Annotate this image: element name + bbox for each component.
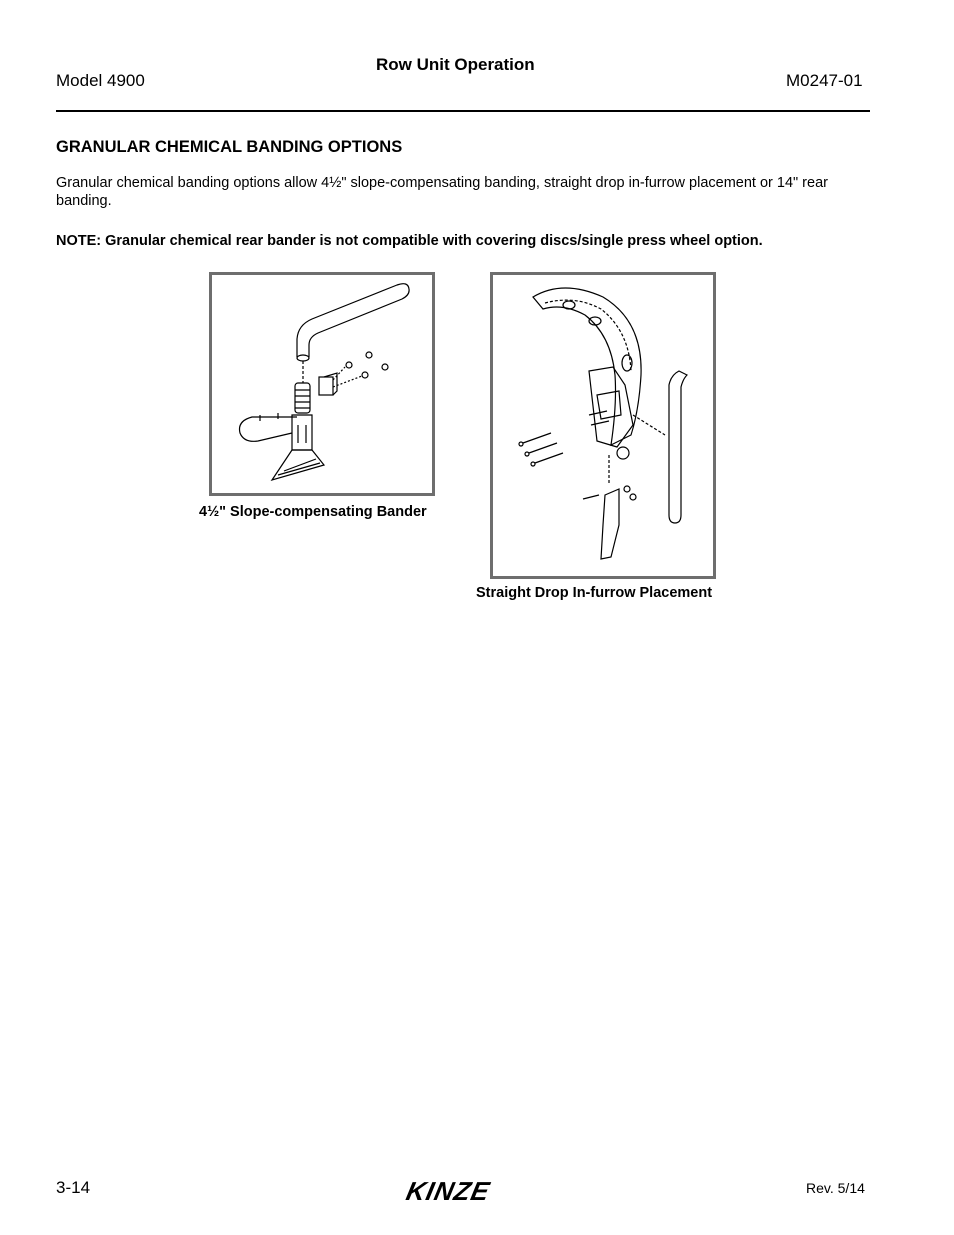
header-section-title: Row Unit Operation — [376, 55, 535, 74]
header-model: Model 4900 — [56, 71, 145, 90]
revision-date: Rev. 5/14 — [806, 1180, 865, 1196]
kinze-logo — [402, 1176, 524, 1211]
figure-straight-drop-placement — [490, 272, 716, 579]
straight-drop-placement-drawing — [493, 275, 713, 576]
intro-paragraph: Granular chemical banding options allow 4½" slope-compensating banding, straight drop in-furrow placement or 14" rear banding. — [56, 175, 828, 209]
figure-slope-compensating-bander — [209, 272, 435, 496]
figure-caption-straight-drop: Straight Drop In-furrow Placement — [476, 585, 713, 601]
note-text: NOTE: Granular chemical rear bander is not compatible with covering discs/single press wheel option. — [56, 233, 763, 249]
figure-caption-slope-bander: 4½" Slope-compensating Bander — [199, 504, 427, 520]
kinze-logo-text: KINZE — [403, 1176, 493, 1206]
section-title: GRANULAR CHEMICAL BANDING OPTIONS — [56, 138, 403, 156]
header-divider — [56, 110, 870, 112]
page-number: 3-14 — [56, 1178, 91, 1197]
header-doc-number: M0247-01 — [786, 71, 863, 90]
slope-compensating-bander-drawing — [212, 275, 432, 493]
